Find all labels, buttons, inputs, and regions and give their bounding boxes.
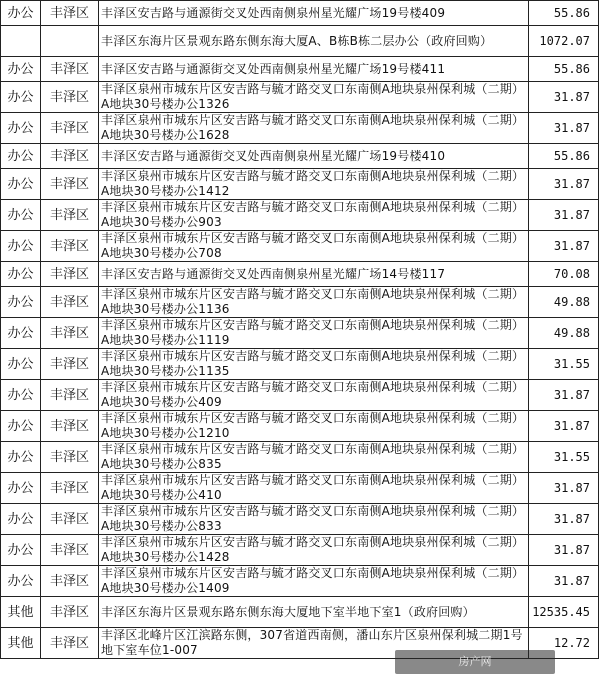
- cell-address: 丰泽区泉州市城东片区安吉路与毓才路交叉口东南侧A地块泉州保利城（二期）A地块30号楼办公1136: [99, 287, 529, 318]
- cell-type: 办公: [1, 442, 41, 473]
- table-row: [1, 473, 599, 504]
- cell-area: 12.72: [529, 628, 599, 659]
- cell-area: 31.87: [529, 535, 599, 566]
- table-row: [1, 380, 599, 411]
- cell-address: 丰泽区泉州市城东片区安吉路与毓才路交叉口东南侧A地块泉州保利城（二期）A地块30号楼办公1135: [99, 349, 529, 380]
- cell-district: 丰泽区: [41, 1, 99, 26]
- cell-type: 办公: [1, 231, 41, 262]
- cell-area: 55.86: [529, 144, 599, 169]
- cell-address: 丰泽区泉州市城东片区安吉路与毓才路交叉口东南侧A地块泉州保利城（二期）A地块30号楼办公835: [99, 442, 529, 473]
- cell-district: 丰泽区: [41, 113, 99, 144]
- cell-area: 31.87: [529, 411, 599, 442]
- cell-district: 丰泽区: [41, 200, 99, 231]
- cell-type: 办公: [1, 200, 41, 231]
- table-row: [1, 200, 599, 231]
- cell-district: 丰泽区: [41, 411, 99, 442]
- cell-district: 丰泽区: [41, 169, 99, 200]
- cell-type: 办公: [1, 144, 41, 169]
- table-row: [1, 504, 599, 535]
- cell-district: 丰泽区: [41, 82, 99, 113]
- table-row: [1, 442, 599, 473]
- cell-type: 办公: [1, 1, 41, 26]
- cell-address: 丰泽区泉州市城东片区安吉路与毓才路交叉口东南侧A地块泉州保利城（二期）A地块30号楼办公1119: [99, 318, 529, 349]
- cell-area: 12535.45: [529, 597, 599, 628]
- table-row: [1, 349, 599, 380]
- cell-area: 31.87: [529, 380, 599, 411]
- cell-area: 49.88: [529, 287, 599, 318]
- cell-area: 49.88: [529, 318, 599, 349]
- cell-district: 丰泽区: [41, 349, 99, 380]
- table-row: [1, 144, 599, 169]
- table-row: [1, 26, 599, 57]
- table-row: [1, 262, 599, 287]
- cell-district: 丰泽区: [41, 287, 99, 318]
- cell-address: 丰泽区泉州市城东片区安吉路与毓才路交叉口东南侧A地块泉州保利城（二期）A地块30号楼办公1210: [99, 411, 529, 442]
- table-row: [1, 169, 599, 200]
- cell-type: 办公: [1, 535, 41, 566]
- table-row: [1, 287, 599, 318]
- cell-type: 办公: [1, 504, 41, 535]
- cell-area: 31.87: [529, 566, 599, 597]
- cell-district: 丰泽区: [41, 597, 99, 628]
- cell-address: 丰泽区北峰片区江滨路东侧，307省道西南侧，潘山东片区泉州保利城二期1号地下室车位1-007: [99, 628, 529, 659]
- cell-district: 丰泽区: [41, 380, 99, 411]
- cell-address: 丰泽区安吉路与通源街交叉处西南侧泉州星光耀广场14号楼117: [99, 262, 529, 287]
- table-row: [1, 597, 599, 628]
- cell-district: 丰泽区: [41, 628, 99, 659]
- cell-type: 办公: [1, 411, 41, 442]
- cell-area: 55.86: [529, 1, 599, 26]
- cell-district: 丰泽区: [41, 504, 99, 535]
- cell-district: 丰泽区: [41, 144, 99, 169]
- table-row: [1, 82, 599, 113]
- cell-address: 丰泽区安吉路与通源街交叉处西南侧泉州星光耀广场19号楼411: [99, 57, 529, 82]
- cell-address: 丰泽区泉州市城东片区安吉路与毓才路交叉口东南侧A地块泉州保利城（二期）A地块30号楼办公1326: [99, 82, 529, 113]
- cell-area: 31.55: [529, 349, 599, 380]
- cell-type: [1, 26, 41, 57]
- cell-address: 丰泽区泉州市城东片区安吉路与毓才路交叉口东南侧A地块泉州保利城（二期）A地块30号楼办公833: [99, 504, 529, 535]
- cell-type: 办公: [1, 473, 41, 504]
- cell-district: [41, 26, 99, 57]
- cell-type: 办公: [1, 566, 41, 597]
- cell-address: 丰泽区东海片区景观东路东侧东海大厦地下室半地下室1（政府回购）: [99, 597, 529, 628]
- cell-district: 丰泽区: [41, 231, 99, 262]
- cell-area: 31.55: [529, 442, 599, 473]
- cell-address: 丰泽区东海片区景观东路东侧东海大厦A、B栋B栋二层办公（政府回购）: [99, 26, 529, 57]
- cell-address: 丰泽区泉州市城东片区安吉路与毓才路交叉口东南侧A地块泉州保利城（二期）A地块30号楼办公1409: [99, 566, 529, 597]
- cell-address: 丰泽区泉州市城东片区安吉路与毓才路交叉口东南侧A地块泉州保利城（二期）A地块30号楼办公708: [99, 231, 529, 262]
- cell-area: 31.87: [529, 169, 599, 200]
- cell-address: 丰泽区泉州市城东片区安吉路与毓才路交叉口东南侧A地块泉州保利城（二期）A地块30号楼办公1628: [99, 113, 529, 144]
- cell-type: 办公: [1, 262, 41, 287]
- cell-address: 丰泽区泉州市城东片区安吉路与毓才路交叉口东南侧A地块泉州保利城（二期）A地块30号楼办公903: [99, 200, 529, 231]
- cell-district: 丰泽区: [41, 535, 99, 566]
- cell-address: 丰泽区泉州市城东片区安吉路与毓才路交叉口东南侧A地块泉州保利城（二期）A地块30号楼办公410: [99, 473, 529, 504]
- table-row: [1, 57, 599, 82]
- table-row: [1, 1, 599, 26]
- cell-type: 办公: [1, 318, 41, 349]
- cell-type: 办公: [1, 57, 41, 82]
- cell-type: 办公: [1, 287, 41, 318]
- cell-district: 丰泽区: [41, 262, 99, 287]
- cell-district: 丰泽区: [41, 57, 99, 82]
- cell-type: 其他: [1, 628, 41, 659]
- table-row: [1, 231, 599, 262]
- table-row: [1, 566, 599, 597]
- cell-address: 丰泽区泉州市城东片区安吉路与毓才路交叉口东南侧A地块泉州保利城（二期）A地块30号楼办公1412: [99, 169, 529, 200]
- watermark-overlay: 房产网: [395, 650, 555, 674]
- cell-type: 办公: [1, 349, 41, 380]
- cell-area: 31.87: [529, 200, 599, 231]
- cell-district: 丰泽区: [41, 473, 99, 504]
- cell-area: 31.87: [529, 82, 599, 113]
- cell-area: 31.87: [529, 504, 599, 535]
- table-row: [1, 535, 599, 566]
- cell-address: 丰泽区安吉路与通源街交叉处西南侧泉州星光耀广场19号楼410: [99, 144, 529, 169]
- cell-type: 办公: [1, 169, 41, 200]
- cell-district: 丰泽区: [41, 318, 99, 349]
- cell-address: 丰泽区安吉路与通源街交叉处西南侧泉州星光耀广场19号楼409: [99, 1, 529, 26]
- cell-address: 丰泽区泉州市城东片区安吉路与毓才路交叉口东南侧A地块泉州保利城（二期）A地块30号楼办公409: [99, 380, 529, 411]
- cell-type: 办公: [1, 380, 41, 411]
- cell-district: 丰泽区: [41, 566, 99, 597]
- cell-area: 31.87: [529, 231, 599, 262]
- cell-type: 办公: [1, 82, 41, 113]
- cell-district: 丰泽区: [41, 442, 99, 473]
- cell-area: 31.87: [529, 113, 599, 144]
- table-row: [1, 411, 599, 442]
- table-row: [1, 318, 599, 349]
- table-row: [1, 113, 599, 144]
- cell-area: 31.87: [529, 473, 599, 504]
- cell-address: 丰泽区泉州市城东片区安吉路与毓才路交叉口东南侧A地块泉州保利城（二期）A地块30号楼办公1428: [99, 535, 529, 566]
- cell-area: 70.08: [529, 262, 599, 287]
- cell-type: 其他: [1, 597, 41, 628]
- cell-area: 55.86: [529, 57, 599, 82]
- cell-type: 办公: [1, 113, 41, 144]
- cell-area: 1072.07: [529, 26, 599, 57]
